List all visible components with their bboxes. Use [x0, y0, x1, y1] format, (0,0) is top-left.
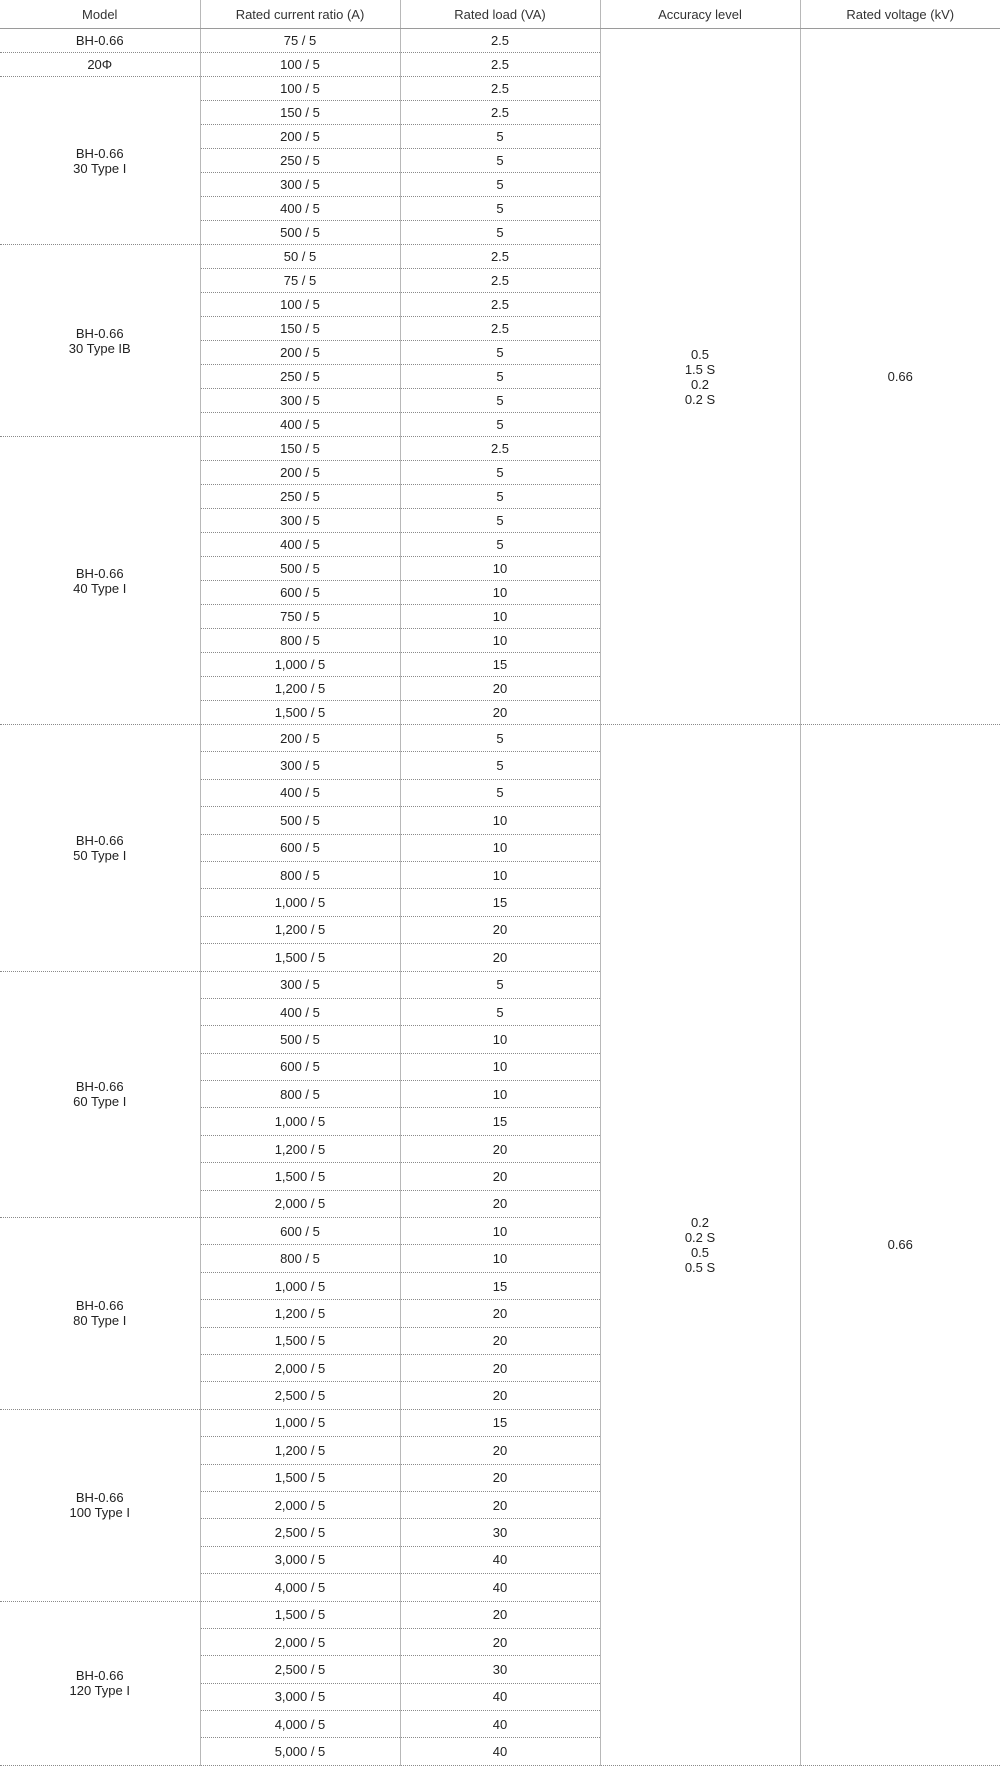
- rated-load-cell: 30: [400, 1656, 600, 1683]
- rated-load-cell: 2.5: [400, 269, 600, 293]
- rated-load-cell: 30: [400, 1519, 600, 1546]
- rated-load-cell: 5: [400, 173, 600, 197]
- rated-load-cell: 2.5: [400, 437, 600, 461]
- current-ratio-cell: 2,000 / 5: [200, 1190, 400, 1217]
- rated-load-cell: 5: [400, 725, 600, 752]
- current-ratio-cell: 1,200 / 5: [200, 1135, 400, 1162]
- rated-load-cell: 15: [400, 1409, 600, 1436]
- current-ratio-cell: 1,500 / 5: [200, 1163, 400, 1190]
- header-accuracy-level: Accuracy level: [600, 0, 800, 29]
- rated-load-cell: 40: [400, 1546, 600, 1573]
- table-row: [0, 725, 1000, 752]
- rated-load-cell: 5: [400, 413, 600, 437]
- current-ratio-cell: 1,500 / 5: [200, 1601, 400, 1628]
- current-ratio-cell: 3,000 / 5: [200, 1546, 400, 1573]
- model-cell: BH-0.66 100 Type I: [0, 1409, 200, 1601]
- rated-load-cell: 10: [400, 807, 600, 834]
- current-ratio-cell: 200 / 5: [200, 725, 400, 752]
- rated-load-cell: 5: [400, 149, 600, 173]
- current-ratio-cell: 250 / 5: [200, 149, 400, 173]
- current-ratio-cell: 1,200 / 5: [200, 916, 400, 943]
- rated-load-cell: 2.5: [400, 53, 600, 77]
- current-ratio-cell: 100 / 5: [200, 77, 400, 101]
- header-model: Model: [0, 0, 200, 29]
- current-ratio-cell: 50 / 5: [200, 245, 400, 269]
- rated-load-cell: 40: [400, 1683, 600, 1710]
- current-ratio-cell: 400 / 5: [200, 197, 400, 221]
- current-ratio-cell: 600 / 5: [200, 581, 400, 605]
- current-ratio-cell: 2,000 / 5: [200, 1354, 400, 1381]
- rated-load-cell: 10: [400, 557, 600, 581]
- rated-load-cell: 20: [400, 916, 600, 943]
- model-cell: BH-0.66 30 Type I: [0, 77, 200, 245]
- model-cell: BH-0.66 80 Type I: [0, 1218, 200, 1410]
- model-cell: 20Φ: [0, 53, 200, 77]
- rated-load-cell: 5: [400, 365, 600, 389]
- rated-load-cell: 15: [400, 1108, 600, 1135]
- rated-load-cell: 20: [400, 701, 600, 725]
- header-row: [0, 0, 1000, 29]
- current-ratio-cell: 150 / 5: [200, 317, 400, 341]
- rated-load-cell: 10: [400, 1081, 600, 1108]
- current-ratio-cell: 1,000 / 5: [200, 653, 400, 677]
- rated-load-cell: 5: [400, 221, 600, 245]
- rated-load-cell: 10: [400, 605, 600, 629]
- current-ratio-cell: 1,500 / 5: [200, 944, 400, 971]
- rated-load-cell: 5: [400, 125, 600, 149]
- current-ratio-cell: 1,500 / 5: [200, 701, 400, 725]
- rated-load-cell: 15: [400, 653, 600, 677]
- current-ratio-cell: 500 / 5: [200, 807, 400, 834]
- current-ratio-cell: 2,500 / 5: [200, 1519, 400, 1546]
- rated-load-cell: 5: [400, 485, 600, 509]
- rated-load-cell: 5: [400, 998, 600, 1025]
- accuracy-level-cell: 0.5 1.5 S 0.2 0.2 S: [600, 29, 800, 725]
- model-cell: BH-0.66 50 Type I: [0, 725, 200, 972]
- rated-load-cell: 10: [400, 629, 600, 653]
- current-ratio-cell: 300 / 5: [200, 971, 400, 998]
- rated-load-cell: 20: [400, 677, 600, 701]
- rated-load-cell: 5: [400, 341, 600, 365]
- rated-load-cell: 20: [400, 1601, 600, 1628]
- current-ratio-cell: 2,500 / 5: [200, 1382, 400, 1409]
- model-cell: BH-0.66 120 Type I: [0, 1601, 200, 1765]
- current-ratio-cell: 1,500 / 5: [200, 1327, 400, 1354]
- rated-load-cell: 2.5: [400, 77, 600, 101]
- current-ratio-cell: 300 / 5: [200, 389, 400, 413]
- current-ratio-cell: 4,000 / 5: [200, 1574, 400, 1601]
- table-row: [0, 29, 1000, 53]
- current-ratio-cell: 500 / 5: [200, 557, 400, 581]
- current-ratio-cell: 1,000 / 5: [200, 1409, 400, 1436]
- table-body: [0, 29, 1000, 1766]
- current-ratio-cell: 150 / 5: [200, 101, 400, 125]
- current-ratio-cell: 1,000 / 5: [200, 889, 400, 916]
- current-ratio-cell: 3,000 / 5: [200, 1683, 400, 1710]
- accuracy-level-cell: 0.2 0.2 S 0.5 0.5 S: [600, 725, 800, 1766]
- current-ratio-cell: 1,200 / 5: [200, 1300, 400, 1327]
- model-cell: BH-0.66 30 Type IB: [0, 245, 200, 437]
- current-ratio-cell: 4,000 / 5: [200, 1711, 400, 1738]
- current-ratio-cell: 2,000 / 5: [200, 1491, 400, 1518]
- rated-load-cell: 20: [400, 1327, 600, 1354]
- current-ratio-cell: 300 / 5: [200, 509, 400, 533]
- rated-load-cell: 10: [400, 861, 600, 888]
- current-ratio-cell: 5,000 / 5: [200, 1738, 400, 1765]
- current-ratio-cell: 800 / 5: [200, 1081, 400, 1108]
- current-ratio-cell: 400 / 5: [200, 533, 400, 557]
- rated-load-cell: 5: [400, 461, 600, 485]
- current-ratio-cell: 300 / 5: [200, 173, 400, 197]
- rated-load-cell: 20: [400, 1628, 600, 1655]
- current-ratio-cell: 250 / 5: [200, 485, 400, 509]
- current-ratio-cell: 200 / 5: [200, 125, 400, 149]
- rated-load-cell: 5: [400, 197, 600, 221]
- rated-load-cell: 20: [400, 1135, 600, 1162]
- rated-load-cell: 20: [400, 1300, 600, 1327]
- current-ratio-cell: 800 / 5: [200, 861, 400, 888]
- rated-load-cell: 20: [400, 1382, 600, 1409]
- current-ratio-cell: 75 / 5: [200, 29, 400, 53]
- rated-load-cell: 5: [400, 971, 600, 998]
- rated-load-cell: 20: [400, 1464, 600, 1491]
- current-ratio-cell: 600 / 5: [200, 834, 400, 861]
- rated-load-cell: 5: [400, 389, 600, 413]
- rated-load-cell: 2.5: [400, 245, 600, 269]
- rated-load-cell: 10: [400, 1218, 600, 1245]
- current-ratio-cell: 500 / 5: [200, 221, 400, 245]
- model-cell: BH-0.66 60 Type I: [0, 971, 200, 1218]
- current-ratio-cell: 1,000 / 5: [200, 1272, 400, 1299]
- current-ratio-cell: 400 / 5: [200, 998, 400, 1025]
- current-ratio-cell: 800 / 5: [200, 629, 400, 653]
- rated-load-cell: 5: [400, 533, 600, 557]
- rated-load-cell: 20: [400, 944, 600, 971]
- header-rated-voltage: Rated voltage (kV): [800, 0, 1000, 29]
- current-ratio-cell: 500 / 5: [200, 1026, 400, 1053]
- rated-load-cell: 2.5: [400, 293, 600, 317]
- rated-load-cell: 40: [400, 1738, 600, 1765]
- rated-load-cell: 5: [400, 779, 600, 806]
- current-ratio-cell: 800 / 5: [200, 1245, 400, 1272]
- current-ratio-cell: 600 / 5: [200, 1053, 400, 1080]
- current-ratio-cell: 750 / 5: [200, 605, 400, 629]
- current-ratio-cell: 400 / 5: [200, 413, 400, 437]
- rated-load-cell: 20: [400, 1437, 600, 1464]
- model-cell: BH-0.66 40 Type I: [0, 437, 200, 725]
- current-ratio-cell: 1,500 / 5: [200, 1464, 400, 1491]
- rated-load-cell: 20: [400, 1491, 600, 1518]
- current-ratio-cell: 75 / 5: [200, 269, 400, 293]
- current-ratio-cell: 400 / 5: [200, 779, 400, 806]
- current-ratio-cell: 2,500 / 5: [200, 1656, 400, 1683]
- current-ratio-cell: 100 / 5: [200, 293, 400, 317]
- rated-load-cell: 10: [400, 581, 600, 605]
- header-current-ratio: Rated current ratio (A): [200, 0, 400, 29]
- rated-load-cell: 10: [400, 1053, 600, 1080]
- rated-load-cell: 15: [400, 889, 600, 916]
- rated-load-cell: 40: [400, 1574, 600, 1601]
- current-ratio-cell: 250 / 5: [200, 365, 400, 389]
- rated-load-cell: 10: [400, 1245, 600, 1272]
- rated-load-cell: 20: [400, 1163, 600, 1190]
- current-ratio-cell: 600 / 5: [200, 1218, 400, 1245]
- rated-load-cell: 5: [400, 509, 600, 533]
- current-ratio-cell: 1,200 / 5: [200, 677, 400, 701]
- current-ratio-cell: 200 / 5: [200, 341, 400, 365]
- model-cell: BH-0.66: [0, 29, 200, 53]
- header-rated-load: Rated load (VA): [400, 0, 600, 29]
- rated-voltage-cell: 0.66: [800, 725, 1000, 1766]
- rated-load-cell: 10: [400, 834, 600, 861]
- rated-load-cell: 15: [400, 1272, 600, 1299]
- rated-voltage-cell: 0.66: [800, 29, 1000, 725]
- current-ratio-cell: 1,000 / 5: [200, 1108, 400, 1135]
- rated-load-cell: 5: [400, 752, 600, 779]
- rated-load-cell: 10: [400, 1026, 600, 1053]
- current-ratio-cell: 200 / 5: [200, 461, 400, 485]
- rated-load-cell: 2.5: [400, 317, 600, 341]
- rated-load-cell: 20: [400, 1354, 600, 1381]
- rated-load-cell: 20: [400, 1190, 600, 1217]
- rated-load-cell: 2.5: [400, 101, 600, 125]
- current-ratio-cell: 2,000 / 5: [200, 1628, 400, 1655]
- current-ratio-cell: 1,200 / 5: [200, 1437, 400, 1464]
- rated-load-cell: 2.5: [400, 29, 600, 53]
- current-ratio-cell: 100 / 5: [200, 53, 400, 77]
- current-ratio-cell: 150 / 5: [200, 437, 400, 461]
- rated-load-cell: 40: [400, 1711, 600, 1738]
- current-ratio-cell: 300 / 5: [200, 752, 400, 779]
